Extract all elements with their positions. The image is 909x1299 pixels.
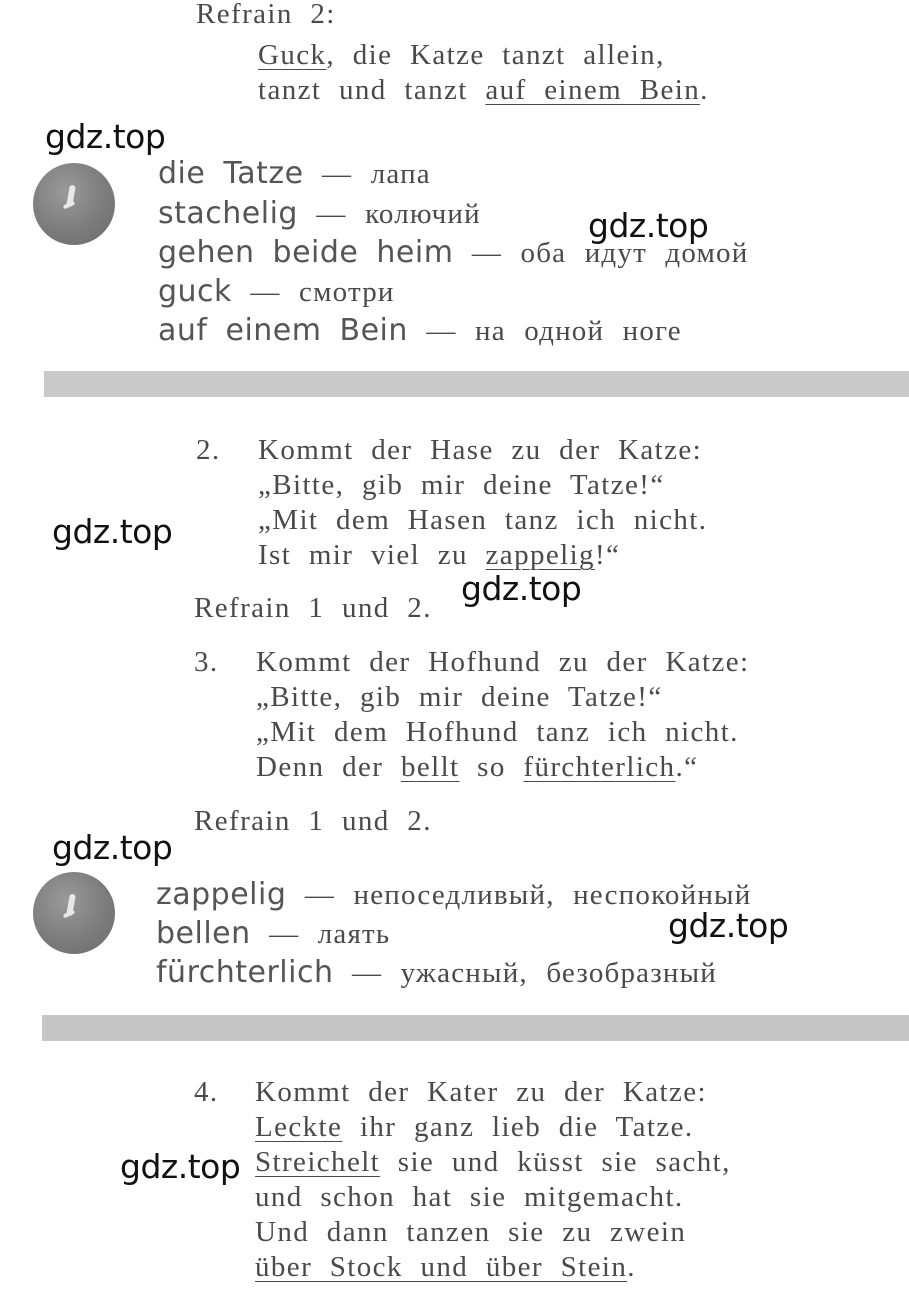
text-run: Ist mir viel zu bbox=[258, 539, 486, 571]
vocab-underline: über Stock und über Stein bbox=[255, 1251, 628, 1283]
vocabulary-bullet-icon bbox=[33, 163, 115, 245]
text-run: , die Katze tanzt allein, bbox=[326, 39, 665, 71]
vocab-ru: колючий bbox=[365, 198, 481, 230]
verse-4-line-3 bbox=[255, 1144, 731, 1180]
refrain-2-line-1 bbox=[258, 37, 665, 73]
vocab-ru: на одной ноге bbox=[475, 315, 682, 347]
verse-4-line-2 bbox=[255, 1109, 694, 1145]
verse-2-line-4 bbox=[258, 537, 620, 573]
vocab-entry bbox=[158, 196, 481, 232]
vocab-dash: — bbox=[286, 879, 354, 911]
vocab-dash: — bbox=[407, 315, 476, 347]
vocab-ru: лаять bbox=[317, 918, 391, 950]
text-run: .“ bbox=[675, 751, 699, 783]
vocabulary-bullet-icon bbox=[33, 872, 115, 954]
watermark: gdz.top bbox=[461, 569, 582, 608]
verse-2-number: 2. bbox=[196, 434, 221, 466]
verse-2-line-3: „Mit dem Hasen tanz ich nicht. bbox=[258, 504, 708, 536]
vocab-ru: непоседливый, неспокойный bbox=[353, 879, 752, 911]
vocab-dash: — bbox=[453, 237, 521, 269]
verse-3-line-3: „Mit dem Hofhund tanz ich nicht. bbox=[256, 716, 739, 748]
vocab-underline: auf einem Bein bbox=[485, 74, 701, 106]
text-run: ihr ganz lieb die Tatze. bbox=[342, 1111, 694, 1143]
vocab-entry bbox=[158, 156, 431, 192]
watermark: gdz.top bbox=[52, 512, 173, 551]
vocab-ru: лапа bbox=[370, 158, 431, 190]
vocab-underline: Leckte bbox=[255, 1111, 343, 1143]
refrain-2-line-2 bbox=[258, 72, 709, 108]
watermark: gdz.top bbox=[120, 1147, 241, 1186]
verse-3-line-2: „Bitte, gib mir deine Tatze!“ bbox=[256, 681, 663, 713]
vocab-ru: смотри bbox=[299, 276, 395, 308]
vocab-de: zappelig bbox=[156, 877, 287, 912]
verse-4-line-1: Kommt der Kater zu der Katze: bbox=[255, 1076, 707, 1108]
verse-2-line-2: „Bitte, gib mir deine Tatze!“ bbox=[258, 469, 665, 501]
verse-4-line-4: und schon hat sie mitgemacht. bbox=[255, 1181, 684, 1213]
verse-4-number: 4. bbox=[194, 1076, 219, 1108]
vocab-entry bbox=[156, 916, 390, 952]
vocab-de: gehen beide heim bbox=[158, 235, 454, 270]
vocab-entry bbox=[158, 313, 682, 349]
vocab-underline: zappelig bbox=[485, 539, 595, 571]
text-run: !“ bbox=[594, 539, 621, 571]
text-run: . bbox=[627, 1251, 636, 1283]
section-divider bbox=[44, 371, 909, 397]
vocab-underline: Guck bbox=[258, 39, 327, 71]
vocab-dash: — bbox=[231, 276, 300, 308]
vocab-entry bbox=[156, 955, 717, 991]
vocab-de: stachelig bbox=[158, 196, 298, 231]
vocab-entry bbox=[158, 274, 395, 310]
text-run: so bbox=[459, 751, 524, 783]
watermark: gdz.top bbox=[52, 828, 173, 867]
vocab-ru: ужасный, безобразный bbox=[400, 957, 718, 989]
verse-4-line-6 bbox=[255, 1249, 636, 1285]
vocab-underline: Streichelt bbox=[255, 1146, 381, 1178]
verse-3-line-1: Kommt der Hofhund zu der Katze: bbox=[256, 646, 750, 678]
verse-3-refrain: Refrain 1 und 2. bbox=[194, 805, 432, 837]
vocab-de: die Tatze bbox=[158, 156, 304, 191]
vocab-dash: — bbox=[303, 158, 371, 190]
text-run: sie und küsst sie sacht, bbox=[380, 1146, 731, 1178]
verse-4-line-5: Und dann tanzen sie zu zwein bbox=[255, 1216, 687, 1248]
text-run: Denn der bbox=[256, 751, 401, 783]
vocab-entry bbox=[156, 877, 751, 913]
watermark: gdz.top bbox=[588, 206, 709, 245]
vocab-underline: bellt bbox=[400, 751, 460, 783]
verse-2-refrain: Refrain 1 und 2. bbox=[194, 592, 432, 624]
vocab-dash: — bbox=[250, 918, 318, 950]
vocab-underline: fürchterlich bbox=[523, 751, 676, 783]
vocab-ru: оба идут домой bbox=[520, 237, 749, 269]
text-run: . bbox=[700, 74, 709, 106]
vocab-de: guck bbox=[158, 274, 232, 309]
verse-3-line-4 bbox=[256, 749, 698, 785]
vocab-de: auf einem Bein bbox=[158, 313, 408, 348]
vocab-dash: — bbox=[297, 198, 366, 230]
verse-2-line-1: Kommt der Hase zu der Katze: bbox=[258, 434, 703, 466]
watermark: gdz.top bbox=[668, 906, 789, 945]
watermark: gdz.top bbox=[45, 117, 166, 156]
refrain-2-label: Refrain 2: bbox=[196, 0, 336, 30]
text-run: tanzt und tanzt bbox=[258, 74, 486, 106]
vocab-dash: — bbox=[333, 957, 401, 989]
vocab-de: bellen bbox=[156, 916, 251, 951]
vocab-de: fürchterlich bbox=[156, 955, 334, 990]
section-divider bbox=[42, 1015, 909, 1041]
verse-3-number: 3. bbox=[194, 646, 219, 678]
